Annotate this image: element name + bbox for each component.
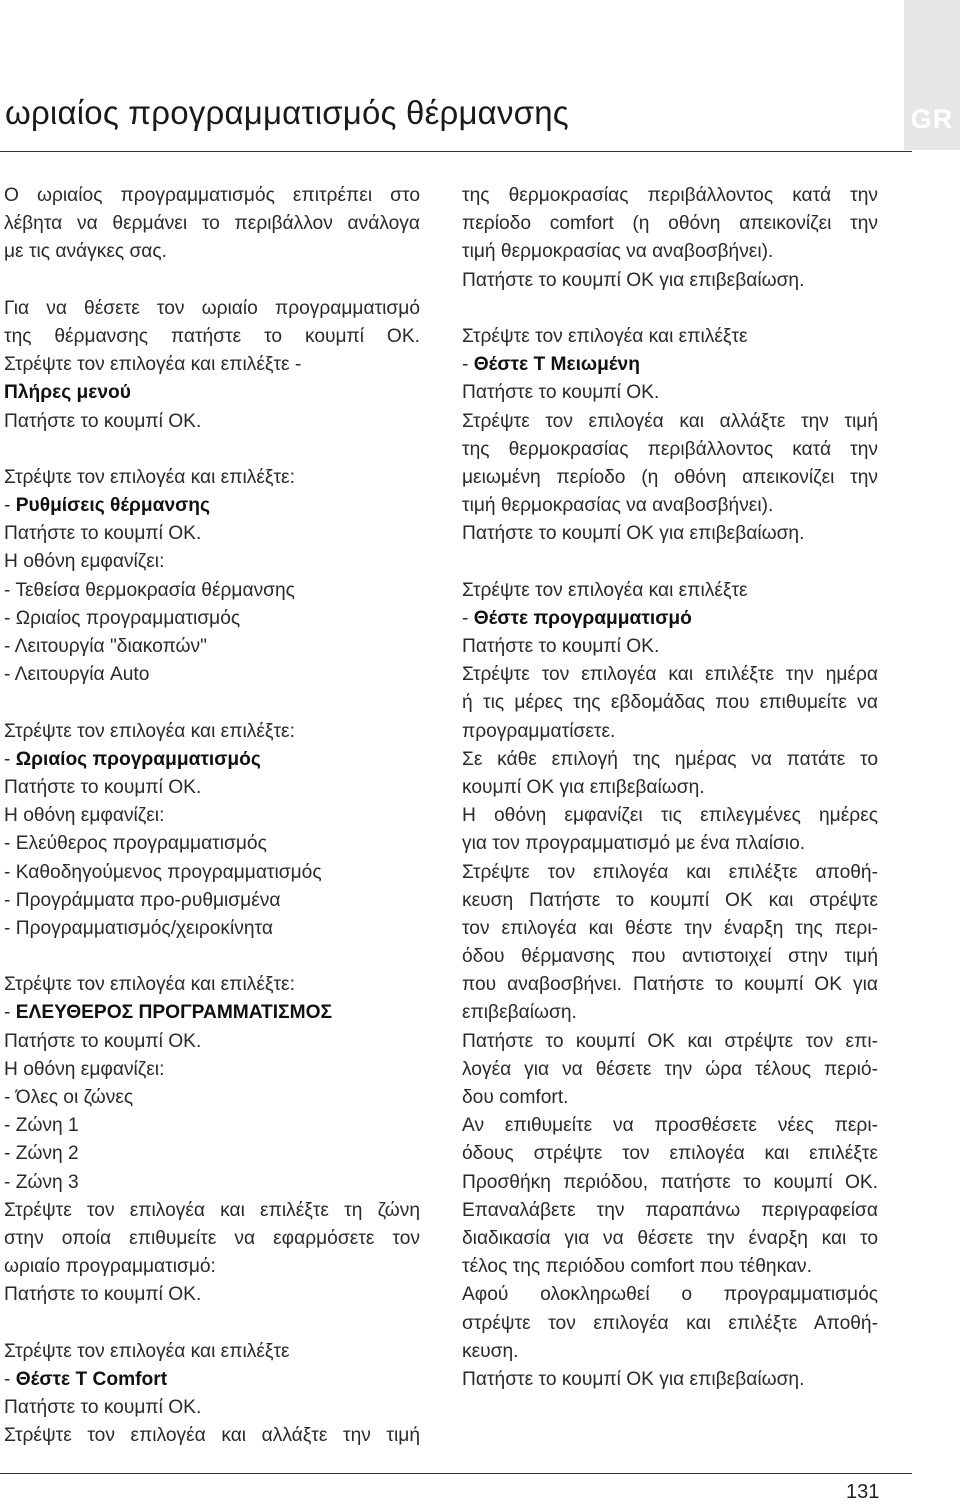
text-line — [4, 1169, 420, 1197]
body-text: - Όλες οι ζώνες — [4, 1087, 134, 1108]
body-text: της θέρμανσης πατήστε το κουμπί ΟΚ. — [4, 325, 420, 347]
text-line — [4, 1422, 420, 1450]
text-line — [462, 351, 878, 379]
text-line — [462, 1056, 878, 1084]
text-line — [4, 1394, 420, 1422]
text-line — [4, 1253, 420, 1281]
list-dash: - — [462, 354, 474, 376]
body-text: Η οθόνη εμφανίζει τις επιλεγμένες ημέρες — [462, 805, 878, 827]
body-text: Στρέψτε τον επιλογέα και επιλέξτε — [4, 1340, 290, 1362]
body-text: - Ωριαίος προγραμματισμός — [4, 607, 241, 629]
paragraph-spacer — [462, 548, 878, 576]
text-line — [4, 1366, 420, 1394]
language-tab — [904, 0, 960, 150]
text-line — [4, 238, 420, 266]
text-line — [462, 802, 878, 830]
text-line — [462, 1028, 878, 1056]
body-text: Πατήστε το κουμπί ΟΚ. — [4, 1397, 202, 1419]
text-line — [462, 605, 878, 633]
body-text: κευση Πατήστε το κουμπί ΟΚ και στρέψτε — [462, 889, 878, 911]
right-column — [462, 182, 878, 1394]
body-text: δου comfort. — [462, 1087, 569, 1108]
text-line — [462, 436, 878, 464]
list-dash: - — [462, 607, 474, 629]
list-dash: - — [4, 1368, 16, 1390]
body-text: Πατήστε το κουμπί ΟΚ. — [4, 1284, 202, 1306]
text-line — [4, 492, 420, 520]
text-line — [4, 520, 420, 548]
text-line — [462, 718, 878, 746]
menu-option-text: ΕΛΕΥΘΕΡΟΣ ΠΡΟΓΡΑΜΜΑΤΙΣΜΟΣ — [15, 1002, 333, 1024]
list-dash: - — [4, 1002, 16, 1024]
body-text: τιμή θερμοκρασίας να αναβοσβήνει). — [462, 241, 774, 263]
text-line — [4, 859, 420, 887]
menu-option-text: Θέστε προγραμματισμό — [473, 607, 692, 629]
text-line — [4, 182, 420, 210]
paragraph-spacer — [4, 943, 420, 971]
body-text: Πατήστε το κουμπί ΟΚ. — [462, 382, 660, 404]
text-line — [462, 774, 878, 802]
text-line — [462, 887, 878, 915]
text-line — [462, 1366, 878, 1394]
text-line — [4, 1140, 420, 1168]
text-line — [4, 1028, 420, 1056]
text-line — [4, 408, 420, 436]
body-text: Η οθόνη εμφανίζει: — [4, 805, 165, 827]
body-text: Ο ωριαίος προγραμματισμός επιτρέπει στο — [4, 185, 420, 206]
text-line — [4, 548, 420, 576]
text-line — [4, 999, 420, 1027]
text-line — [4, 605, 420, 633]
body-text: Στρέψτε τον επιλογέα και αλλάξτε την τιμή — [4, 1425, 420, 1447]
paragraph-spacer — [4, 436, 420, 464]
text-line — [462, 238, 878, 266]
page-number: 131 — [846, 1481, 880, 1503]
body-text: Η οθόνη εμφανίζει: — [4, 1058, 165, 1080]
text-line — [4, 379, 420, 407]
text-line — [462, 1197, 878, 1225]
text-line — [462, 1112, 878, 1140]
text-line — [462, 464, 878, 492]
text-line — [462, 210, 878, 238]
page-title: ωριαίος προγραμματισμός θέρμανσης — [5, 94, 569, 131]
text-line — [462, 520, 878, 548]
body-text: - Καθοδηγούμενος προγραμματισμός — [4, 861, 322, 883]
body-text: Στρέψτε τον επιλογέα και επιλέξτε — [462, 579, 748, 601]
text-line — [4, 464, 420, 492]
text-line — [462, 408, 878, 436]
list-dash: - — [4, 495, 16, 517]
text-line — [4, 915, 420, 943]
body-text: - Λειτουργία Auto — [4, 664, 150, 686]
body-text: Επαναλάβετε την παραπάνω περιγραφείσα — [462, 1199, 878, 1221]
body-text: λογέα για να θέσετε την ώρα τέλους περιό- — [462, 1058, 878, 1080]
body-text: τέλος της περιόδου comfort που τέθηκαν. — [462, 1256, 812, 1278]
body-text: Πατήστε το κουμπί ΟΚ. — [4, 523, 202, 545]
body-text: - Ζώνη 3 — [4, 1171, 79, 1193]
text-line — [462, 1281, 878, 1309]
body-text: στρέψτε τον επιλογέα και επιλέξτε Αποθή- — [462, 1312, 878, 1334]
text-line — [462, 379, 878, 407]
body-text: Στρέψτε τον επιλογέα και επιλέξτε - — [4, 354, 302, 376]
body-text: - Ελεύθερος προγραμματισμός — [4, 833, 267, 855]
text-line — [4, 661, 420, 689]
body-text: Στρέψτε τον επιλογέα και επιλέξτε την ημέρα — [462, 664, 878, 686]
body-text: τον επιλογέα και θέστε την έναρξη της περι- — [462, 917, 878, 939]
text-line — [462, 633, 878, 661]
text-line — [462, 830, 878, 858]
text-line — [462, 999, 878, 1027]
text-line — [462, 323, 878, 351]
body-text: κευση. — [462, 1340, 519, 1362]
text-line — [462, 492, 878, 520]
body-text: Στρέψτε τον επιλογέα και επιλέξτε: — [4, 720, 295, 742]
text-line — [462, 1338, 878, 1366]
text-line — [4, 746, 420, 774]
body-text: Η οθόνη εμφανίζει: — [4, 551, 165, 573]
text-line — [462, 182, 878, 210]
body-text: της θερμοκρασίας περιβάλλοντος κατά την — [462, 438, 878, 460]
text-line — [4, 1338, 420, 1366]
text-line — [462, 661, 878, 689]
body-text: Στρέψτε τον επιλογέα και επιλέξτε: — [4, 974, 295, 996]
body-text: - Ζώνη 1 — [4, 1115, 79, 1137]
menu-option-text: Θέστε T Μειωμένη — [473, 354, 640, 376]
body-text: - Προγράμματα προ-ρυθμισμένα — [4, 889, 281, 911]
text-line — [4, 210, 420, 238]
text-line — [462, 689, 878, 717]
text-line — [462, 1169, 878, 1197]
menu-option-text: Ωριαίος προγραμματισμός — [15, 748, 261, 770]
body-text: Στρέψτε τον επιλογέα και επιλέξτε: — [4, 466, 295, 488]
body-text: όδου θέρμανσης που αντιστοιχεί στην τιμή — [462, 946, 878, 968]
body-text: Αν επιθυμείτε να προσθέσετε νέες περι- — [462, 1115, 878, 1137]
body-text: Πατήστε το κουμπί ΟΚ. — [4, 776, 202, 798]
text-line — [4, 351, 420, 379]
paragraph-spacer — [4, 267, 420, 295]
text-line — [4, 1084, 420, 1112]
text-line — [462, 267, 878, 295]
body-text: Στρέψτε τον επιλογέα και αλλάξτε την τιμή — [462, 410, 878, 432]
body-text: διαδικασία για να θέσετε την έναρξη και το — [462, 1227, 878, 1249]
footer-divider — [0, 1473, 912, 1474]
text-line — [4, 887, 420, 915]
text-line — [4, 830, 420, 858]
body-text: κουμπί ΟΚ για επιβεβαίωση. — [462, 776, 705, 798]
menu-option-text: Ρυθμίσεις θέρμανσης — [15, 495, 210, 517]
text-line — [462, 915, 878, 943]
text-line — [462, 943, 878, 971]
text-line — [462, 746, 878, 774]
menu-option-text: Θέστε T Comfort — [15, 1368, 168, 1390]
text-line — [4, 1056, 420, 1084]
body-text: με τις ανάγκες σας. — [4, 241, 167, 263]
text-line — [462, 1225, 878, 1253]
body-text: - Ζώνη 2 — [4, 1143, 79, 1165]
body-text: περίοδο comfort (η οθόνη απεικονίζει την — [462, 213, 878, 235]
body-text: Πατήστε το κουμπί ΟΚ για επιβεβαίωση. — [462, 269, 805, 291]
body-text: Στρέψτε τον επιλογέα και επιλέξτε αποθή- — [462, 861, 878, 883]
body-text: τιμή θερμοκρασίας να αναβοσβήνει). — [462, 495, 774, 517]
text-line — [4, 1197, 420, 1225]
body-text: μειωμένη περίοδο (η οθόνη απεικονίζει την — [462, 466, 878, 488]
text-line — [462, 577, 878, 605]
text-line — [4, 295, 420, 323]
text-line — [4, 1281, 420, 1309]
text-line — [462, 1084, 878, 1112]
body-text: Σε κάθε επιλογή της ημέρας να πατάτε το — [462, 748, 878, 770]
text-line — [4, 971, 420, 999]
paragraph-spacer — [4, 1310, 420, 1338]
text-line — [4, 802, 420, 830]
title-divider — [0, 151, 912, 152]
body-text: στην οποία επιθυμείτε να εφαρμόσετε τον — [4, 1227, 420, 1249]
left-column — [4, 182, 420, 1450]
body-text: - Προγραμματισμός/χειροκίνητα — [4, 917, 273, 939]
body-text: - Τεθείσα θερμοκρασία θέρμανσης — [4, 579, 295, 601]
text-line — [462, 971, 878, 999]
body-text: Πατήστε το κουμπί ΟΚ. — [462, 636, 660, 657]
text-line — [462, 859, 878, 887]
body-text: - Λειτουργία "διακοπών" — [4, 636, 207, 657]
text-line — [4, 577, 420, 605]
text-line — [4, 323, 420, 351]
body-text: Πατήστε το κουμπί ΟΚ και στρέψτε τον επι- — [462, 1030, 878, 1052]
text-line — [4, 1225, 420, 1253]
paragraph-spacer — [462, 295, 878, 323]
body-text: που αναβοσβήνει. Πατήστε το κουμπί ΟΚ για — [462, 974, 878, 996]
text-line — [4, 633, 420, 661]
body-text: όδους στρέψτε τον επιλογέα και επιλέξτε — [462, 1143, 878, 1165]
body-text: για τον προγραμματισμό με ένα πλαίσιο. — [462, 833, 806, 855]
language-tab-label: GR — [910, 104, 954, 134]
body-text: Πατήστε το κουμπί ΟΚ. — [4, 1030, 202, 1052]
body-text: Πατήστε το κουμπί ΟΚ. — [4, 410, 202, 432]
body-text: Πατήστε το κουμπί ΟΚ για επιβεβαίωση. — [462, 1368, 805, 1390]
text-line — [4, 1112, 420, 1140]
body-text: ή τις μέρες της εβδομάδας που επιθυμείτε να — [462, 692, 878, 714]
body-text: της θερμοκρασίας περιβάλλοντος κατά την — [462, 185, 878, 206]
menu-option-text: Πλήρες μενού — [4, 382, 131, 404]
text-line — [4, 718, 420, 746]
body-text: λέβητα να θερμάνει το περιβάλλον ανάλογα — [4, 213, 420, 235]
text-line — [462, 1310, 878, 1338]
paragraph-spacer — [4, 689, 420, 717]
text-line — [462, 1140, 878, 1168]
body-text: προγραμματίσετε. — [462, 720, 616, 742]
text-line — [462, 1253, 878, 1281]
body-text: Στρέψτε τον επιλογέα και επιλέξτε — [462, 325, 748, 347]
body-text: Προσθήκη περιόδου, πατήστε το κουμπί ΟΚ. — [462, 1171, 878, 1193]
body-text: Πατήστε το κουμπί ΟΚ για επιβεβαίωση. — [462, 523, 805, 545]
text-line — [4, 774, 420, 802]
body-text: επιβεβαίωση. — [462, 1002, 577, 1024]
body-text: Αφού ολοκληρωθεί ο προγραμματισμός — [462, 1284, 878, 1306]
body-text: Στρέψτε τον επιλογέα και επιλέξτε τη ζώνη — [4, 1199, 420, 1221]
body-text: Για να θέσετε τον ωριαίο προγραμματισμό — [4, 297, 420, 319]
list-dash: - — [4, 748, 16, 770]
body-text: ωριαίο προγραμματισμό: — [4, 1256, 216, 1278]
